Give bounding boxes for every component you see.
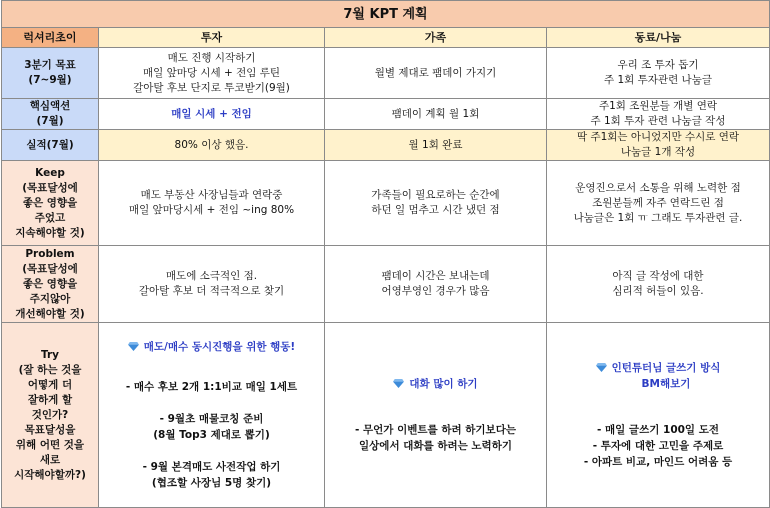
goal-peers: 우리 조 투자 돕기 주 1회 투자관련 나눔글 bbox=[547, 48, 770, 99]
try-family bbox=[325, 323, 547, 508]
goal-family: 월별 제대로 팸데이 가지기 bbox=[325, 48, 547, 99]
problem-peers: 아직 글 작성에 대한 심리적 허들이 있음. bbox=[547, 246, 770, 323]
header-family: 가족 bbox=[325, 28, 547, 48]
gem-icon bbox=[128, 342, 139, 351]
try-peers bbox=[547, 323, 770, 508]
try-peers-body: - 매일 글쓰기 100일 도전 - 투자에 대한 고민을 주제로 - 아파트 비교, 마인드 어려움 등 bbox=[583, 424, 733, 468]
problem-family: 팸데이 시간은 보내는데 어영부영인 경우가 많음 bbox=[325, 246, 547, 323]
row-label-try: Try (잘 하는 것을 어떻게 더 잘하게 할 것인가? 목표달성을 위해 어떤 것을 새로 시작해야할까?) bbox=[2, 323, 99, 508]
sheet-title: 7월 KPT 계획 bbox=[2, 1, 770, 28]
try-invest bbox=[99, 323, 325, 508]
keep-family: 가족들이 필요로하는 순간에 하던 일 멈추고 시간 냈던 점 bbox=[325, 161, 547, 246]
result-peers: 딱 주1회는 아니었지만 수시로 연락 나눔글 1개 작성 bbox=[547, 130, 770, 161]
problem-invest: 매도에 소극적인 점. 갈아탈 후보 더 적극적으로 찾기 bbox=[99, 246, 325, 323]
try-peers-head: 인턴튜터님 글쓰기 방식 BM해보기 bbox=[611, 362, 721, 390]
result-family: 월 1회 완료 bbox=[325, 130, 547, 161]
header-peers: 동료/나눔 bbox=[547, 28, 770, 48]
gem-icon bbox=[393, 379, 404, 388]
row-label-goal: 3분기 목표 (7~9월) bbox=[2, 48, 99, 99]
core-invest: 매일 시세 + 전임 bbox=[99, 99, 325, 130]
try-family-body: - 무언가 이벤트를 하려 하기보다는 일상에서 대화를 하려는 노력하기 bbox=[355, 424, 516, 452]
goal-invest: 매도 진행 시작하기 매일 앞마당 시세 + 전임 루틴 갈아탈 후보 단지로 투코받기(9월) bbox=[99, 48, 325, 99]
keep-peers: 운영진으로서 소통을 위해 노력한 점 조원분들께 자주 연락드린 점 나눔글은 1회 ㅠ 그래도 투자관련 글. bbox=[547, 161, 770, 246]
core-peers: 주1회 조원분들 개별 연락 주 1회 투자 관련 나눔글 작성 bbox=[547, 99, 770, 130]
row-label-keep: Keep (목표달성에 좋은 영향을 주었고 지속해야할 것) bbox=[2, 161, 99, 246]
try-invest-body: - 매수 후보 2개 1:1비교 매일 1세트 - 9월초 매물코칭 준비 (8월 Top3 제대로 뽑기) - 9월 본격매도 사전작업 하기 (협조할 사장님 5명 찾기) bbox=[125, 381, 298, 489]
gem-icon bbox=[596, 363, 607, 372]
core-family: 팸데이 계획 월 1회 bbox=[325, 99, 547, 130]
row-label-problem: Problem (목표달성에 좋은 영향을 주지않아 개선해야할 것) bbox=[2, 246, 99, 323]
kpt-table bbox=[1, 0, 770, 508]
row-label-result: 실적(7월) bbox=[2, 130, 99, 161]
result-invest: 80% 이상 했음. bbox=[99, 130, 325, 161]
try-family-head: 대화 많이 하기 bbox=[409, 378, 478, 390]
try-invest-head: 매도/매수 동시진행을 위한 행동! bbox=[143, 341, 296, 353]
row-label-core-action: 핵심액션 (7월) bbox=[2, 99, 99, 130]
keep-invest: 매도 부동산 사장님들과 연락중 매일 앞마당시세 + 전임 ~ing 80% bbox=[99, 161, 325, 246]
header-invest: 투자 bbox=[99, 28, 325, 48]
header-name: 럭셔리초이 bbox=[2, 28, 99, 48]
